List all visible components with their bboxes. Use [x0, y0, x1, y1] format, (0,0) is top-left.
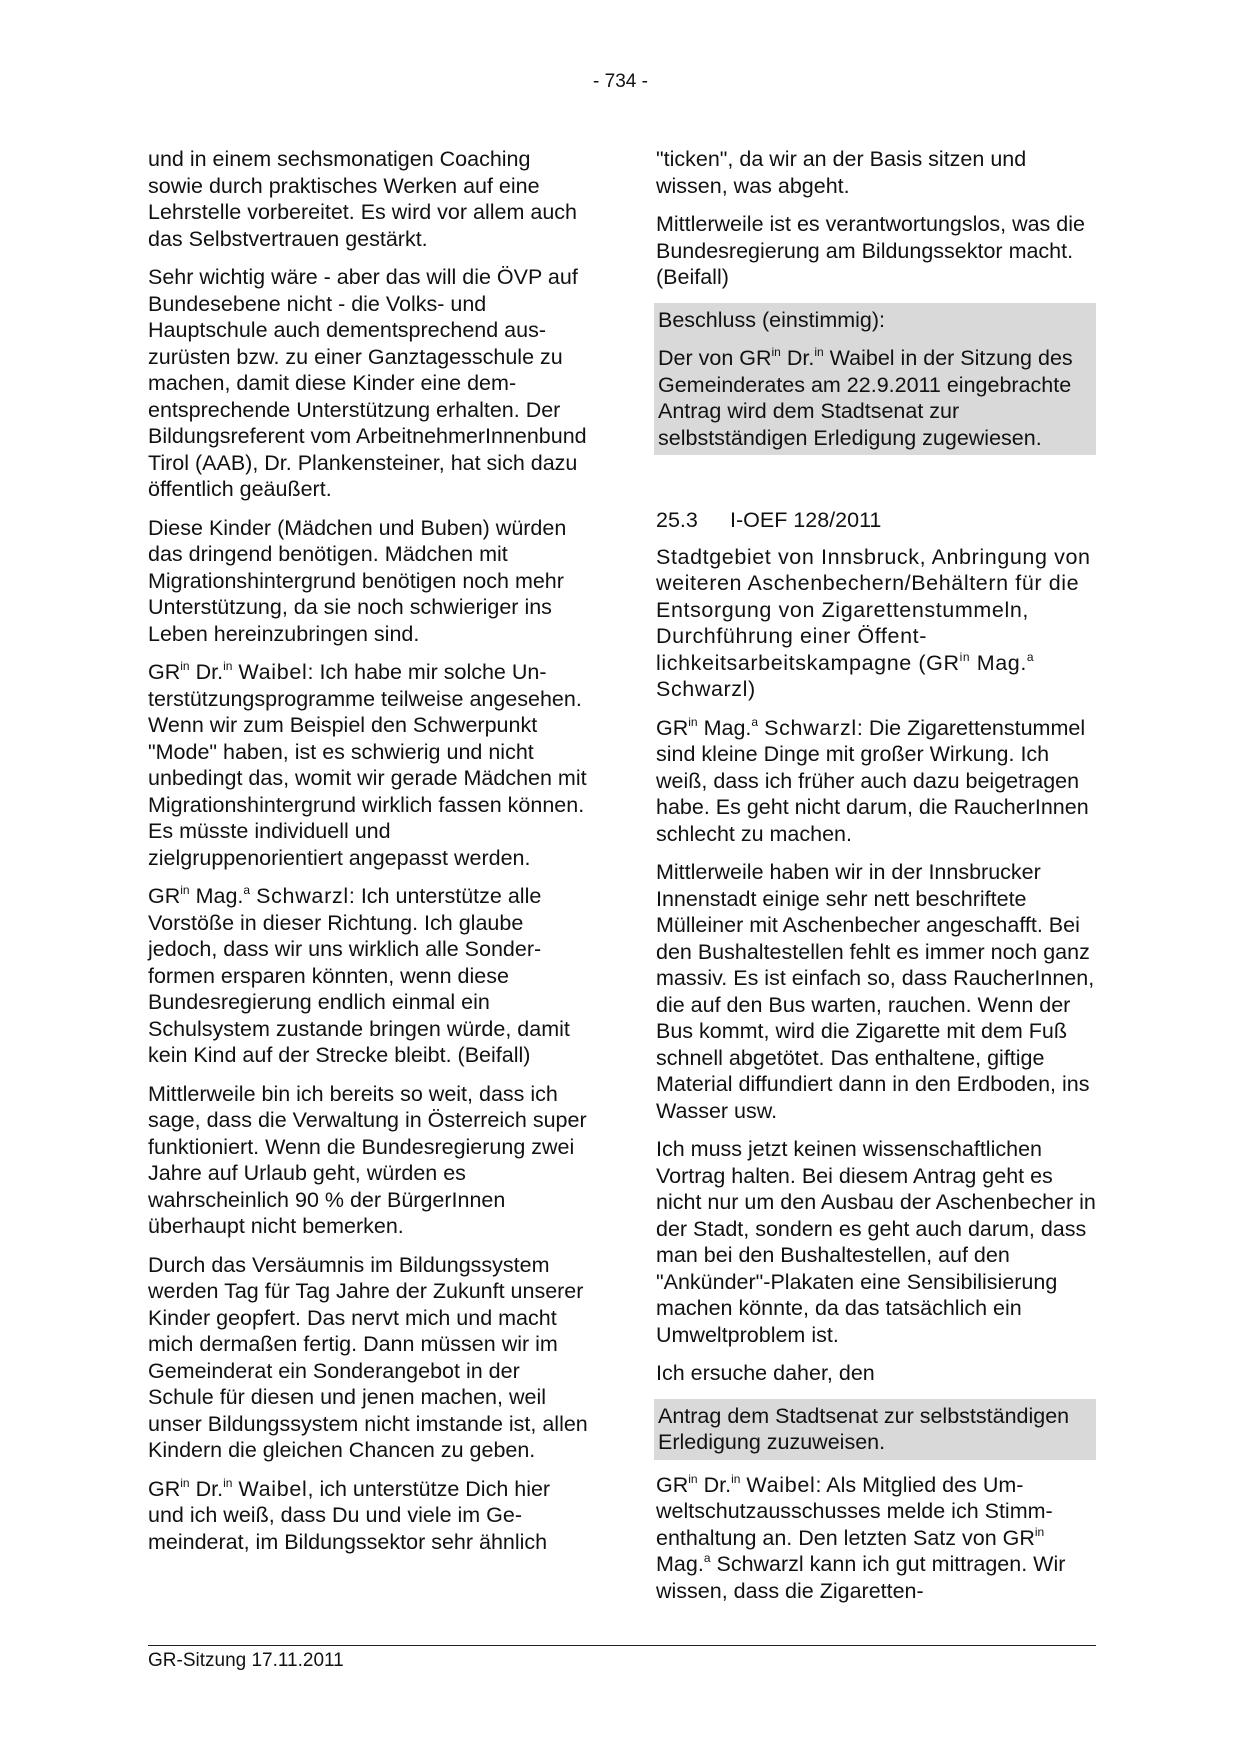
- decision-text: [654, 337, 1096, 455]
- decision-post: in der Sitzung des Gemeinderates am 22.9.2011 eingebrachte Antrag wird dem Stadtsenat zur selbstständigen Erledigung zugewiesen.: [658, 346, 1073, 450]
- paragraph: Mittlerweile bin ich bereits so weit, dass ich sage, dass die Verwaltung in Österreich super funktioniert. Wenn die Bundesregierung zwei Jahre auf Urlaub geht, würden es wahrscheinlich 90 % der BürgerInnen überhaupt nicht bemerken.: [148, 1081, 587, 1238]
- speech-text: : Als Mitglied des Umweltschutzausschusses melde ich Stimmenthaltung an. Den letzten Satz von: [656, 1472, 1053, 1550]
- footer-rule: [148, 1645, 1096, 1646]
- paragraph: Ich ersuche daher, den: [656, 1361, 875, 1385]
- speech-text: : Ich habe mir solche Unterstützungsprogramme teilweise angesehen. Wenn wir zum Beispiel den Schwerpunkt "Mode" haben, ist es schwierig und nicht unbedingt das, womit wir gerade Mädchen mit Migrationshintergrund wirklich fassen können. Es müsste individuell und zielgruppenorientiert angepasst werden.: [148, 660, 587, 870]
- title-part: Schwarzl): [656, 677, 756, 701]
- speaker-name: Schwarzl: [764, 715, 857, 740]
- superscript: in: [180, 883, 190, 897]
- title-dr: Dr.: [786, 346, 815, 370]
- speaker-name: Waibel: [746, 1472, 816, 1497]
- motion-text: Antrag dem Stadtsenat zur selbstständigen Erledigung zuzuweisen.: [654, 1399, 1096, 1460]
- title-mag: Mag.: [195, 884, 244, 908]
- superscript: in: [688, 714, 698, 729]
- title-gr: GR: [148, 884, 181, 908]
- paragraph: Mittlerweile haben wir in der Innsbrucker Innenstadt einige sehr nett beschriftete Mülleiner mit Aschenbecher angeschafft. Bei den Bushaltestellen fehlt es immer noch ganz massiv. Es ist einfach so, dass RaucherInnen, die auf den Bus warten, rauchen. Wenn der Bus kommt, wird die Zigarette mit dem Fuß schnell abgetötet. Das enthaltene, giftige Material diffundiert dann in den Erdboden, ins Wasser usw.: [656, 860, 1095, 1123]
- title-dr: Dr.: [195, 1476, 224, 1501]
- speech-text: , ich unterstütze Dich hier und ich weiß, dass Du und viele im Gemeinderat, im Bildungssektor sehr ähnlich: [148, 1476, 551, 1554]
- speaker-name: Waibel: [238, 1476, 308, 1501]
- speaker-name: Waibel: [238, 660, 308, 684]
- footer-text: GR-Sitzung 17.11.2011: [148, 1650, 344, 1671]
- speech-text: : Die Zigarettenstummel sind kleine Dinge mit großer Wirkung. Ich weiß, dass ich früher auch dazu beigetragen habe. Es geht nicht darum, die RaucherInnen schlecht zu machen.: [656, 715, 1089, 846]
- title-gr: GR: [739, 346, 772, 370]
- paragraph: [148, 1476, 590, 1556]
- superscript: in: [223, 659, 233, 673]
- agenda-item-header: [656, 507, 1096, 534]
- paragraph: "ticken", da wir an der Basis sitzen und wissen, was abgeht.: [656, 147, 1027, 198]
- title-gr: GR: [1002, 1525, 1035, 1550]
- speaker-name: Waibel: [829, 346, 895, 370]
- paragraph: Durch das Versäumnis im Bildungssystem werden Tag für Tag Jahre der Zukunft unserer Kinder geopfert. Das nervt mich und macht mich dermaßen fertig. Dann müssen wir im Gemeinderat ein Sonderangebot in der Schule für diesen und jenen machen, weil unser Bildungssystem nicht imstande ist, allen Kindern die gleichen Chancen zu geben.: [148, 1252, 588, 1462]
- agenda-item-title: [656, 544, 1096, 703]
- paragraph: Diese Kinder (Mädchen und Buben) würden das dringend benötigen. Mädchen mit Migrationshintergrund benötigen noch mehr Unterstützung, da sie noch schwieriger ins Leben hereinzubringen sind.: [148, 515, 567, 646]
- superscript: in: [223, 1475, 233, 1490]
- decision-heading: Beschluss (einstimmig):: [654, 303, 1096, 338]
- title-gr: GR: [926, 650, 960, 675]
- superscript: a: [1026, 649, 1035, 664]
- superscript: in: [180, 1475, 190, 1490]
- paragraph: [656, 1472, 1096, 1605]
- title-mag: Mag.: [656, 1552, 704, 1576]
- paragraph: [656, 715, 1096, 848]
- superscript: a: [243, 883, 251, 897]
- superscript: in: [959, 649, 971, 664]
- title-mag: Mag.: [976, 650, 1027, 675]
- paragraph: [148, 883, 590, 1069]
- left-column: [148, 146, 590, 1567]
- paragraph: und in einem sechsmonatigen Coaching sowie durch praktisches Werken auf eine Lehrstelle vorbereitet. Es wird vor allem auch das Selbstvertrauen gestärkt.: [148, 147, 577, 251]
- agenda-item-code: I-OEF 128/2011: [730, 508, 882, 532]
- superscript: in: [814, 345, 824, 359]
- superscript: a: [751, 714, 759, 729]
- speech-text: : Ich unterstütze alle Vorstöße in dieser Richtung. Ich glaube jedoch, dass wir uns wirklich alle Sonderformen ersparen könnten, wenn diese Bundesregierung endlich einmal ein Schulsystem zustande bringen würde, damit kein Kind auf der Strecke bleibt. (Beifall): [148, 884, 570, 1067]
- superscript: in: [688, 1471, 698, 1486]
- title-mag: Mag.: [703, 715, 752, 740]
- paragraph: [148, 659, 590, 871]
- agenda-item-number: 25.3: [656, 508, 698, 532]
- speaker-name: Schwarzl: [256, 884, 349, 908]
- spacer: [656, 455, 1096, 507]
- title-gr: GR: [656, 715, 689, 740]
- right-column: [656, 146, 1096, 1616]
- speech-text: kann ich gut mittragen. Wir wissen, dass die Zigaretten-: [656, 1552, 1066, 1603]
- superscript: in: [1034, 1524, 1045, 1539]
- paragraph: Ich muss jetzt keinen wissenschaftlichen Vortrag halten. Bei diesem Antrag geht es nicht nur um den Ausbau der Aschenbecher in der Stadt, sondern es geht auch darum, dass man bei den Bushaltestellen, auf den "Ankünder"-Plakaten eine Sensibilisierung machen könnte, da das tatsächlich ein Umweltproblem ist.: [656, 1137, 1096, 1347]
- superscript: a: [703, 1551, 711, 1565]
- page-number: - 734 -: [593, 71, 648, 92]
- title-gr: GR: [656, 1472, 689, 1497]
- title-part: Stadtgebiet von Innsbruck, Anbringung von weiteren Aschenbechern/Behältern für die Entsorgung von Zigarettenstummeln, Durchführung einer Öffentlichkeitsarbeitskampagne (: [656, 544, 1091, 675]
- title-dr: Dr.: [703, 1472, 732, 1497]
- superscript: in: [771, 345, 781, 359]
- paragraph: Sehr wichtig wäre - aber das will die ÖVP auf Bundesebene nicht - die Volks- und Hauptschule auch dementsprechend auszurüsten bzw. zu einer Ganztagesschule zu machen, damit diese Kinder eine dementsprechende Unterstützung erhalten. Der Bildungsreferent vom ArbeitnehmerInnenbund Tirol (AAB), Dr. Plankensteiner, hat sich dazu öffentlich geäußert.: [148, 265, 587, 501]
- decision-pre: Der von: [658, 346, 740, 370]
- title-gr: GR: [148, 660, 181, 684]
- superscript: in: [180, 659, 190, 673]
- title-gr: GR: [148, 1476, 181, 1501]
- title-dr: Dr.: [195, 660, 224, 684]
- speaker-name: Schwarzl: [716, 1552, 804, 1576]
- paragraph: Mittlerweile ist es verantwortungslos, was die Bundesregierung am Bildungssektor macht. (Beifall): [656, 212, 1085, 289]
- superscript: in: [731, 1471, 741, 1486]
